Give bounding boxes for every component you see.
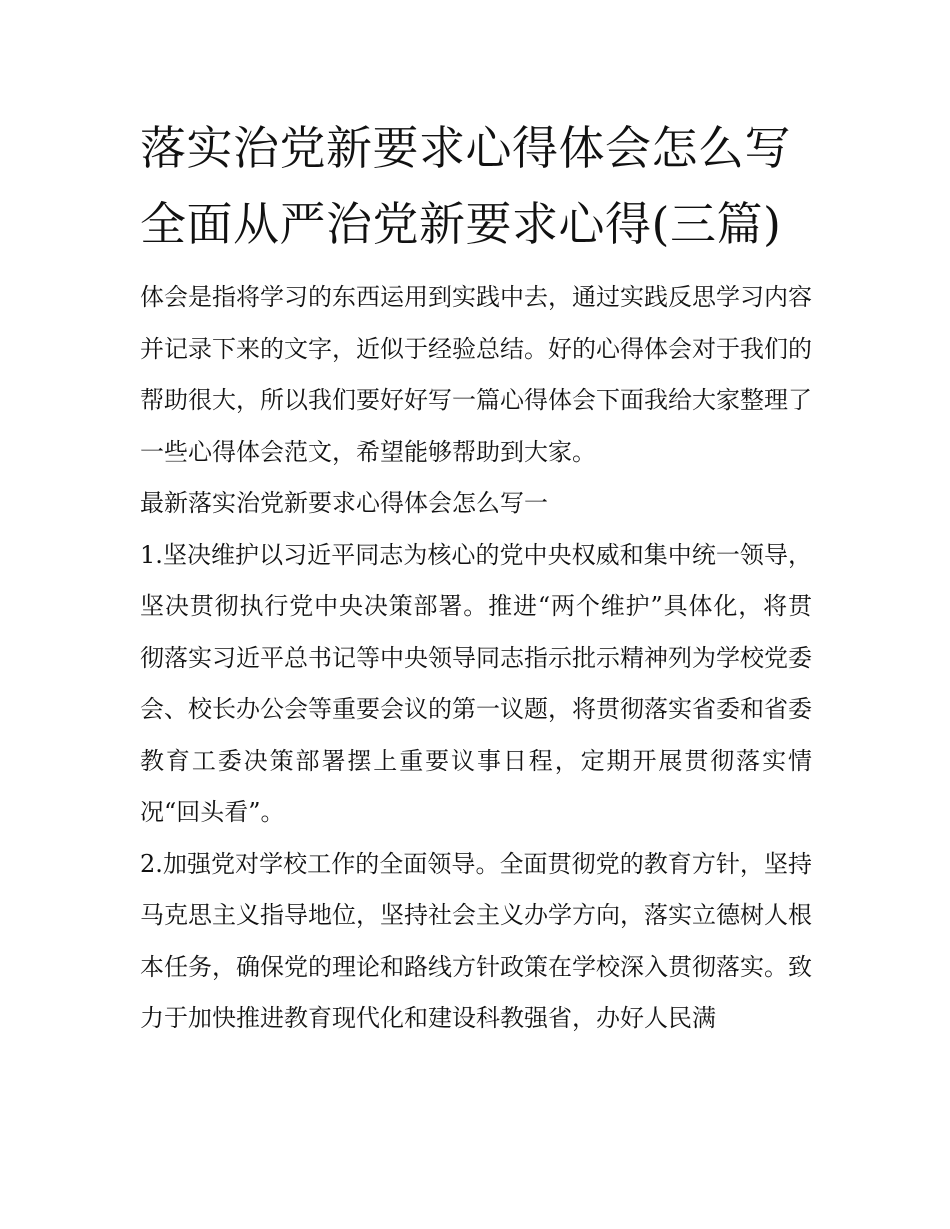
point-2-paragraph: 2.加强党对学校工作的全面领导。全面贯彻党的教育方针，坚持马克思主义指导地位，坚持社会主义办学方向，落实立德树人根本任务，确保党的理论和路线方针政策在学校深入贯彻落实。致力于加快推进教育现代化和建设科教强省，办好人民满 bbox=[140, 849, 812, 1032]
point-1-paragraph: 1.坚决维护以习近平同志为核心的党中央权威和集中统一领导，坚决贯彻执行党中央决策部署。推进“两个维护”具体化，将贯彻落实习近平总书记等中央领导同志指示批示精神列为学校党委会、校长办公会等重要会议的第一议题，将贯彻落实省委和省委教育工委决策部署摆上重要议事日程，定期开展贯彻落实情况“回头看”。 bbox=[140, 540, 812, 826]
section-heading: 最新落实治党新要求心得体会怎么写一 bbox=[140, 489, 548, 517]
document-title: 落实治党新要求心得体会怎么写 全面从严治党新要求心得(三篇) bbox=[140, 121, 791, 251]
intro-paragraph: 体会是指将学习的东西运用到实践中去，通过实践反思学习内容并记录下来的文字，近似于经验总结。好的心得体会对于我们的帮助很大，所以我们要好好写一篇心得体会下面我给大家整理了一些心得体会范文，希望能够帮助到大家。 bbox=[140, 283, 812, 466]
document-body bbox=[140, 110, 812, 1045]
